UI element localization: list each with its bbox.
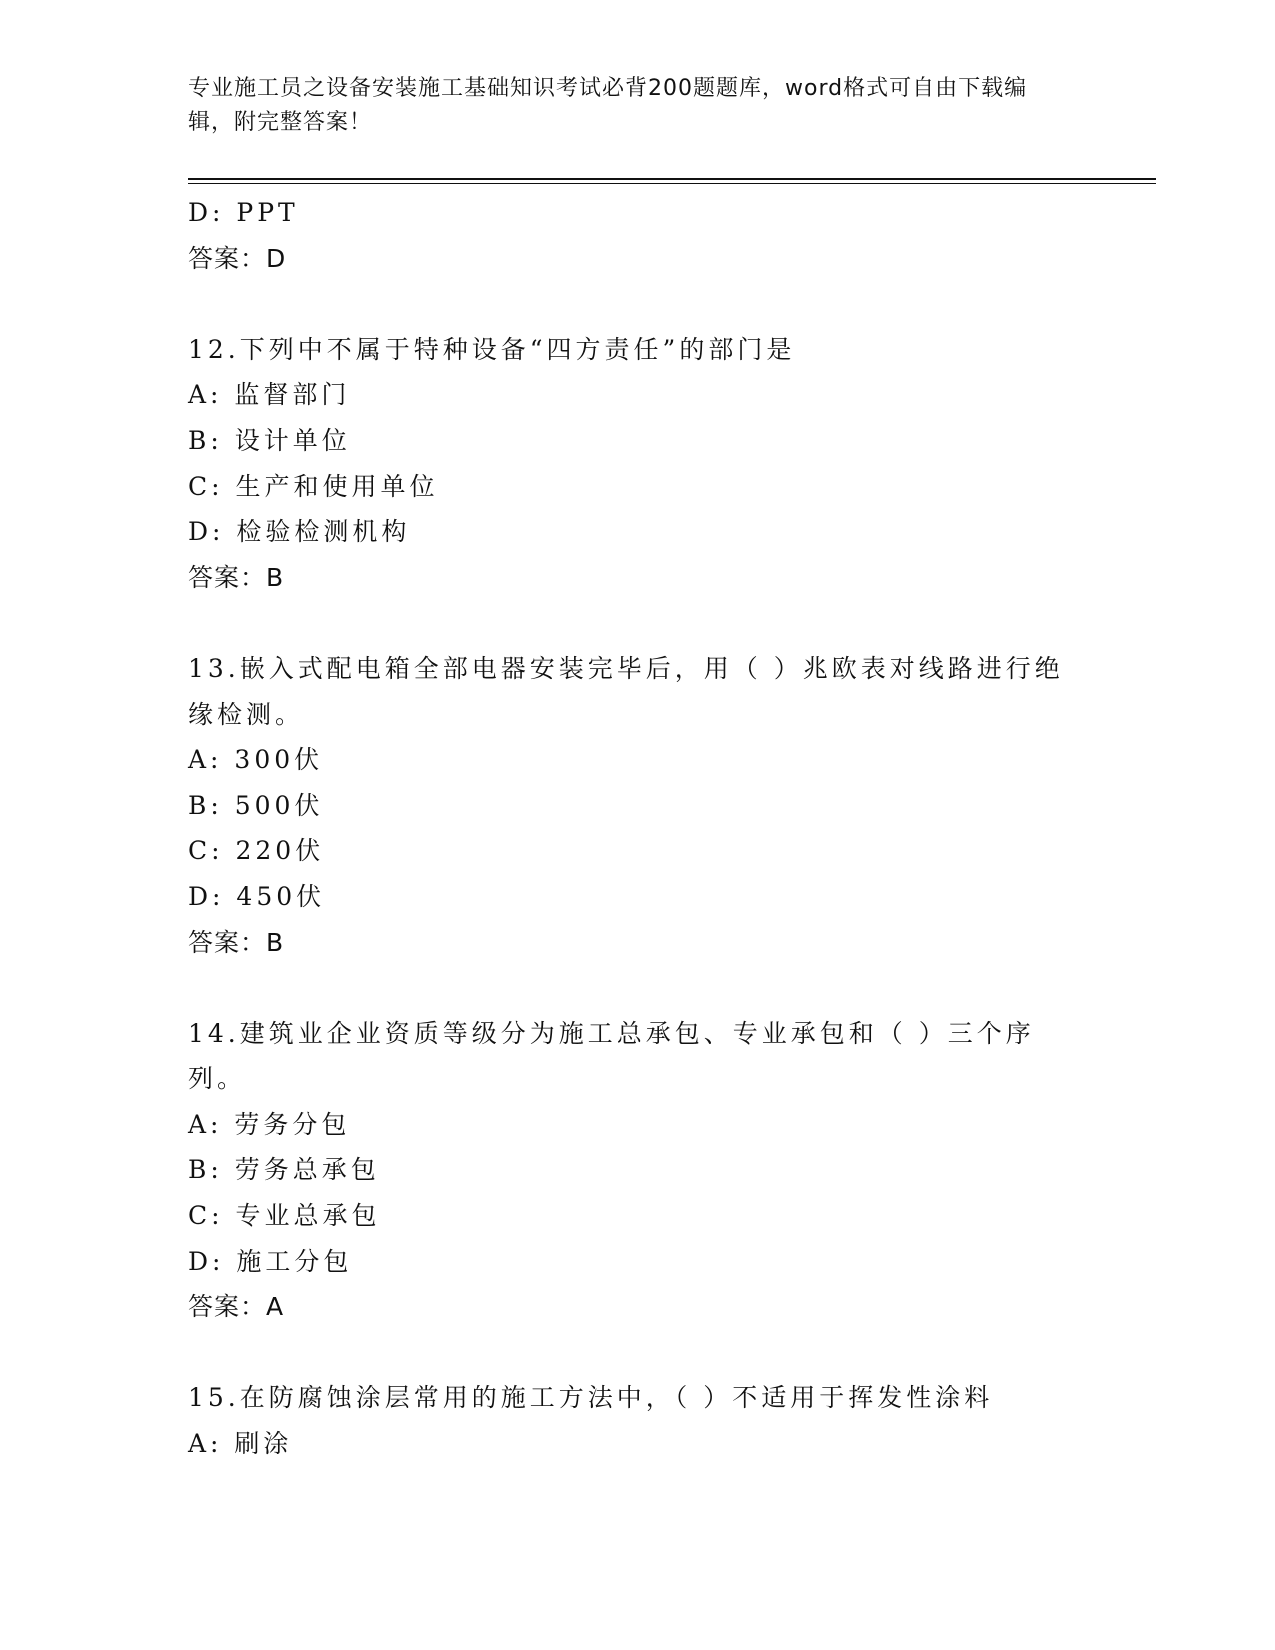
option-c: C: 生产和使用单位 [188, 471, 439, 501]
spacer [188, 600, 1088, 646]
question-list [188, 190, 1088, 1467]
answer: 答案：B [188, 927, 285, 957]
spacer [188, 1330, 1088, 1376]
answer: 答案：A [188, 1292, 285, 1322]
option-b: B: 劳务总承包 [188, 1155, 380, 1185]
option-a: A: 300伏 [188, 745, 324, 775]
prev-option-d: D: PPT [188, 198, 299, 227]
option-a: A: 劳务分包 [188, 1109, 351, 1139]
question-stem: 12.下列中不属于特种设备“四方责任”的部门是 [188, 334, 796, 364]
option-c: C: 220伏 [188, 836, 325, 866]
prev-answer: 答案：D [188, 243, 287, 273]
question-15 [188, 1375, 1088, 1466]
document-title: 专业施工员之设备安装施工基础知识考试必背200题题库，word格式可自由下载编辑，附完整答案！ [188, 76, 1028, 135]
header-divider-thin [188, 183, 1156, 184]
question-stem: 15.在防腐蚀涂层常用的施工方法中，（ ）不适用于挥发性涂料 [188, 1383, 994, 1413]
answer: 答案：B [188, 562, 285, 592]
option-d: D: 检验检测机构 [188, 517, 411, 547]
question-stem: 13.嵌入式配电箱全部电器安装完毕后，用（ ）兆欧表对线路进行绝缘检测。 [188, 653, 1064, 729]
option-b: B: 设计单位 [188, 425, 351, 455]
spacer [188, 965, 1088, 1011]
question-13 [188, 646, 1088, 965]
option-d: D: 施工分包 [188, 1246, 353, 1276]
option-b: B: 500伏 [188, 790, 324, 820]
spacer [188, 281, 1088, 327]
option-a: A: 刷涂 [188, 1429, 293, 1459]
document-header [188, 72, 1068, 140]
option-c: C: 专业总承包 [188, 1201, 381, 1231]
question-12 [188, 327, 1088, 601]
question-14 [188, 1011, 1088, 1330]
header-divider [188, 178, 1156, 180]
question-stem: 14.建筑业企业资质等级分为施工总承包、专业承包和（ ）三个序列。 [188, 1018, 1035, 1094]
option-a: A: 监督部门 [188, 380, 351, 410]
option-d: D: 450伏 [188, 881, 326, 911]
